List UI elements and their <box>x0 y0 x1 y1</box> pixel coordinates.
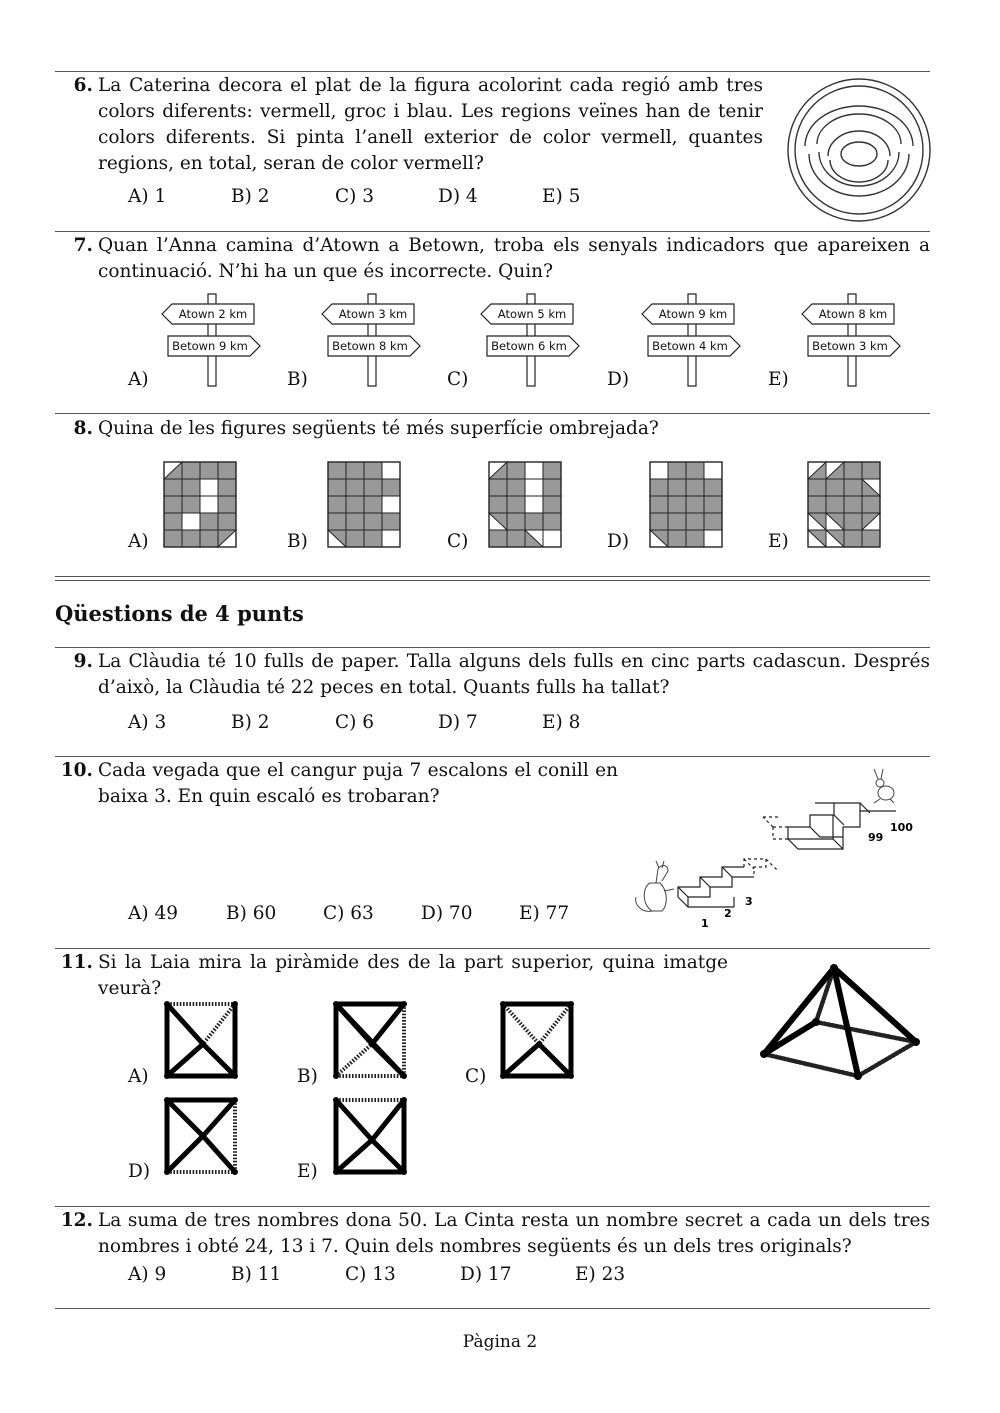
option-b[interactable]: B) <box>287 531 308 552</box>
option-e[interactable]: E) 8 <box>542 712 581 733</box>
question-number: 8. <box>73 418 93 439</box>
pyramid-top-view <box>499 1000 579 1082</box>
sign-betown: Betown 3 km <box>812 339 888 353</box>
option-b[interactable]: B) <box>297 1066 318 1087</box>
pyramid-top-view <box>332 1096 412 1178</box>
sign-betown: Betown 4 km <box>652 339 728 353</box>
option-a[interactable]: A) <box>128 369 149 390</box>
option-d[interactable]: D) <box>607 531 630 552</box>
signpost <box>461 292 601 392</box>
question-number: 11. <box>60 952 93 973</box>
option-b[interactable]: B) <box>287 369 308 390</box>
step-label-100: 100 <box>890 821 913 834</box>
sign-atown: Atown 9 km <box>658 307 728 321</box>
sign-atown: Atown 8 km <box>818 307 888 321</box>
step-label-2: 2 <box>724 907 732 920</box>
separator <box>55 647 930 648</box>
option-c[interactable]: C) 63 <box>323 903 374 924</box>
option-e[interactable]: E) <box>768 531 789 552</box>
option-d[interactable]: D) 4 <box>438 186 478 207</box>
separator <box>55 1206 930 1207</box>
option-a[interactable]: A) 9 <box>128 1264 167 1285</box>
shaded-grid <box>163 460 239 548</box>
option-a[interactable]: A) 49 <box>128 903 178 924</box>
question-number: 6. <box>73 75 93 96</box>
page-number: Pàgina 2 <box>462 1332 538 1352</box>
option-d[interactable]: D) <box>607 369 630 390</box>
question-number: 7. <box>73 235 93 256</box>
question-text: Cada vegada que el cangur puja 7 escalons el conill en baixa 3. En quin escaló es trobaran? <box>98 760 618 807</box>
separator <box>55 71 930 72</box>
question-number: 10. <box>60 760 93 781</box>
question-12 <box>55 1208 930 1263</box>
option-e[interactable]: E) 23 <box>575 1264 626 1285</box>
question-text: Quina de les figures següents té més superfície ombrejada? <box>98 418 659 439</box>
sign-betown: Betown 8 km <box>332 339 408 353</box>
separator <box>55 231 930 232</box>
option-c[interactable]: C) <box>447 531 469 552</box>
option-e[interactable]: E) <box>768 369 789 390</box>
option-b[interactable]: B) 2 <box>231 186 270 207</box>
question-text: La Clàudia té 10 fulls de paper. Talla alguns dels fulls en cinc parts cadascun. Després d’això, la Clàudia té 22 peces en total. Quants fulls ha tallat? <box>98 651 930 698</box>
sign-atown: Atown 5 km <box>497 307 567 321</box>
option-a[interactable]: A) <box>128 531 149 552</box>
separator <box>55 1308 930 1309</box>
question-number: 9. <box>73 651 93 672</box>
shaded-grid <box>649 460 725 548</box>
signpost <box>302 292 442 392</box>
double-separator <box>55 580 930 581</box>
option-d[interactable]: D) 70 <box>421 903 473 924</box>
signpost <box>782 292 922 392</box>
option-c[interactable]: C) <box>465 1066 487 1087</box>
question-number: 12. <box>60 1210 93 1231</box>
section-title: Qüestions de 4 punts <box>55 601 304 626</box>
sign-atown: Atown 3 km <box>338 307 408 321</box>
pyramid-top-view <box>163 1000 243 1082</box>
sign-betown: Betown 9 km <box>172 339 248 353</box>
question-text: La suma de tres nombres dona 50. La Cinta resta un nombre secret a cada un dels tres nombres i obté 24, 13 i 7. Quin dels nombres següents és un dels tres originals? <box>98 1210 930 1257</box>
option-a[interactable]: A) 3 <box>128 712 167 733</box>
option-b[interactable]: B) 2 <box>231 712 270 733</box>
pyramid-top-view <box>163 1096 243 1178</box>
pyramid-figure <box>752 962 934 1084</box>
question-7 <box>55 233 930 288</box>
question-text: Si la Laia mira la piràmide des de la part superior, quina imatge veurà? <box>98 952 728 999</box>
question-9 <box>55 649 930 704</box>
signpost <box>622 292 762 392</box>
option-d[interactable]: D) <box>128 1161 151 1182</box>
sign-betown: Betown 6 km <box>491 339 567 353</box>
shaded-grid <box>807 460 883 548</box>
sign-atown: Atown 2 km <box>178 307 248 321</box>
option-d[interactable]: D) 7 <box>438 712 478 733</box>
pyramid-top-view <box>332 1000 412 1082</box>
separator <box>55 756 930 757</box>
signpost <box>142 292 282 392</box>
option-e[interactable]: E) 77 <box>519 903 570 924</box>
shaded-grid <box>327 460 403 548</box>
option-b[interactable]: B) 60 <box>226 903 277 924</box>
option-c[interactable]: C) 13 <box>345 1264 396 1285</box>
step-label-1: 1 <box>701 917 709 930</box>
plate-figure <box>786 76 932 224</box>
option-e[interactable]: E) <box>297 1161 318 1182</box>
separator <box>55 413 930 414</box>
option-d[interactable]: D) 17 <box>460 1264 512 1285</box>
option-c[interactable]: C) <box>447 369 469 390</box>
shaded-grid <box>488 460 564 548</box>
option-e[interactable]: E) 5 <box>542 186 581 207</box>
option-c[interactable]: C) 6 <box>335 712 375 733</box>
step-label-3: 3 <box>745 895 753 908</box>
stairs-figure <box>628 765 928 935</box>
option-c[interactable]: C) 3 <box>335 186 375 207</box>
double-separator <box>55 576 930 577</box>
question-text: Quan l’Anna camina d’Atown a Betown, troba els senyals indicadors que apareixen a continuació. N’hi ha un que és incorrecte. Quin? <box>98 235 930 282</box>
step-label-99: 99 <box>868 831 884 844</box>
question-8 <box>55 416 930 446</box>
option-a[interactable]: A) <box>128 1066 149 1087</box>
question-text: La Caterina decora el plat de la figura acolorint cada regió amb tres colors diferents: vermell, groc i blau. Les regions veïnes han de tenir colors diferents. Si pinta l’anell exterior de color vermell, quantes regions, en total, seran de color vermell? <box>98 75 763 174</box>
option-b[interactable]: B) 11 <box>231 1264 282 1285</box>
separator <box>55 948 930 949</box>
option-a[interactable]: A) 1 <box>128 186 167 207</box>
